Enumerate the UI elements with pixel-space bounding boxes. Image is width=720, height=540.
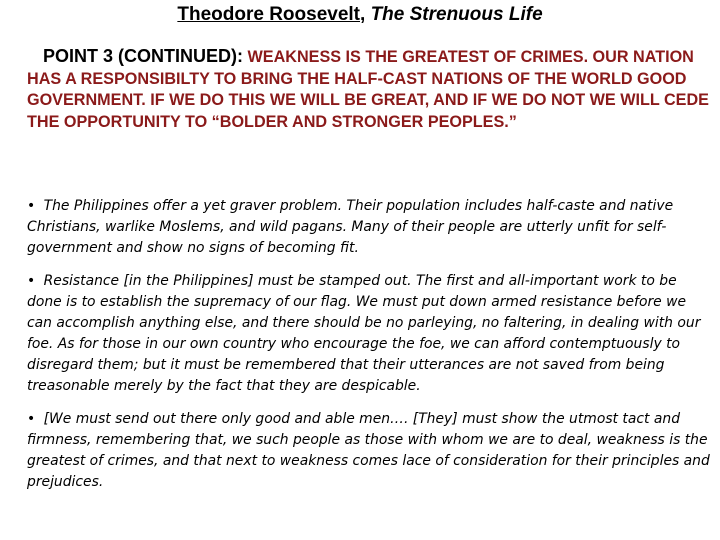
bullet-icon: •: [27, 273, 36, 289]
quote-text: The Philippines offer a yet graver problem. Their population includes half-caste and native Christians, warlike Moslems, and wild pagans. Many of their people are utterly unfit for self-government and show no signs of becoming fit.: [27, 198, 674, 256]
quote-list: [27, 196, 715, 505]
quote-text: [We must send out there only good and able men…. [They] must show the utmost tact and firmness, remembering that, we such people as those with whom we are to deal, weakness is the greatest of crimes, and that next to weakness comes lace of consideration for their principles and prejudices.: [27, 411, 710, 490]
point-heading: [27, 46, 717, 133]
title-work: The Strenuous Life: [370, 4, 543, 25]
point-lead: POINT 3 (CONTINUED):: [43, 46, 243, 66]
title-author: Theodore Roosevelt,: [177, 4, 366, 25]
bullet-icon: •: [27, 198, 36, 214]
point-text: WEAKNESS IS THE GREATEST OF CRIMES. OUR NATION HAS A RESPONSIBILTY TO BRING THE HALF-CAST NATIONS OF THE WORLD GOOD GOVERNMENT. IF WE DO THIS WE WILL BE GREAT, AND IF WE DO NOT WE WILL CEDE THE OPPORTUNITY TO “BOLDER AND STRONGER PEOPLES.”: [27, 48, 709, 131]
quote-text: Resistance [in the Philippines] must be stamped out. The first and all-important work to be done is to establish the supremacy of our flag. We must put down armed resistance before we can accomplish anything else, and there should be no parleying, no faltering, in dealing with our foe. As for those in our own country who encourage the foe, we can afford contemptuously to disregard them; but it must be remembered that their utterances are not saved from being treasonable merely by the fact that they are despicable.: [27, 273, 701, 394]
slide-title: [0, 4, 720, 26]
quote-item: [27, 271, 715, 397]
quote-item: [27, 196, 715, 259]
quote-item: [27, 409, 715, 493]
bullet-icon: •: [27, 411, 36, 427]
